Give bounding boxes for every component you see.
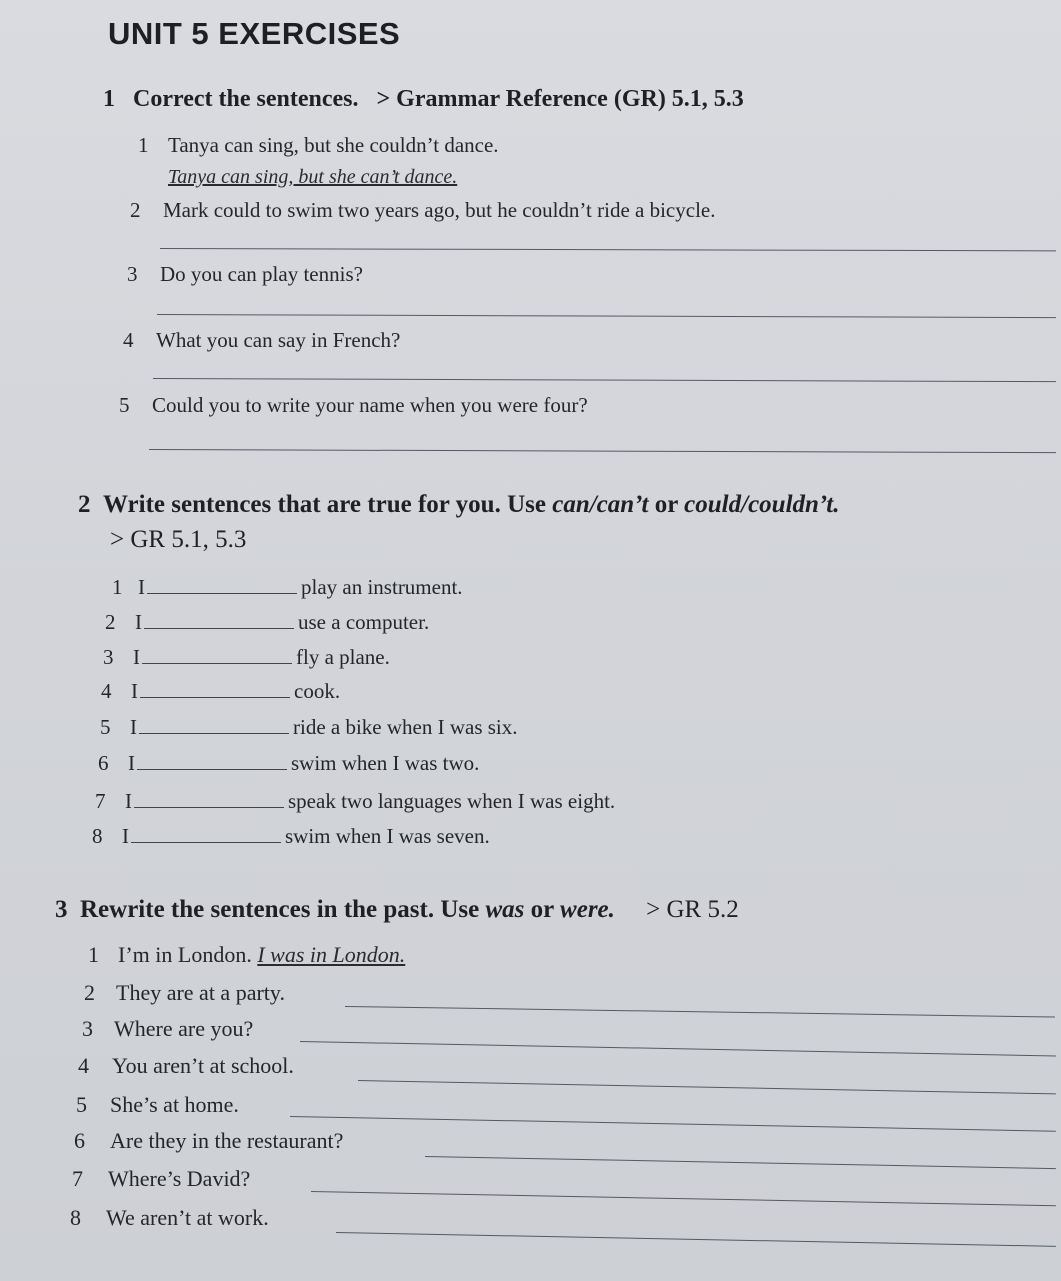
item-number: 4 <box>123 328 134 352</box>
item-number: 4 <box>101 679 112 703</box>
exercise-3-item-5 <box>76 1092 239 1118</box>
answer-line[interactable] <box>345 1006 1055 1018</box>
item-sentence: fly a plane. <box>296 645 390 669</box>
example-answer: Tanya can sing, but she can’t dance. <box>168 166 458 188</box>
item-number: 8 <box>92 824 103 848</box>
exercise-1-item-1 <box>138 133 499 158</box>
item-sentence: Where’s David? <box>108 1166 251 1191</box>
exercise-1-item-2 <box>130 198 715 223</box>
fill-blank[interactable] <box>139 733 289 734</box>
exercise-3-item-7 <box>72 1166 250 1192</box>
item-sentence: swim when I was two. <box>291 751 480 775</box>
exercise-instruction: Correct the sentences. <box>133 86 359 112</box>
grammar-keyword: were. <box>560 896 615 923</box>
item-number: 1 <box>138 133 149 157</box>
exercise-1-item-3 <box>127 262 363 287</box>
answer-line[interactable] <box>290 1116 1056 1132</box>
item-sentence: Could you to write your name when you were four? <box>152 393 588 417</box>
item-subject: I <box>133 645 140 669</box>
exercise-1-item-5 <box>119 393 588 418</box>
exercise-3-heading <box>55 896 739 924</box>
fill-blank[interactable] <box>142 663 292 664</box>
exercise-2-item-1 <box>112 575 463 600</box>
item-subject: I <box>138 575 145 599</box>
exercise-number: 1 <box>103 86 115 112</box>
item-number: 5 <box>100 715 111 739</box>
item-sentence: Do you can play tennis? <box>160 262 363 286</box>
item-number: 3 <box>127 262 138 286</box>
answer-line[interactable] <box>157 314 1056 318</box>
answer-line[interactable] <box>336 1232 1056 1247</box>
item-number: 6 <box>98 751 109 775</box>
item-subject: I <box>128 751 135 775</box>
example-answer: I was in London. <box>257 942 406 967</box>
exercise-1-item-4 <box>123 328 400 353</box>
item-subject: I <box>131 679 138 703</box>
exercise-3-item-6 <box>74 1128 343 1154</box>
exercise-2-item-8 <box>92 824 490 849</box>
grammar-reference: > Grammar Reference (GR) 5.1, 5.3 <box>376 86 744 112</box>
exercise-instruction-joiner: or <box>648 491 685 518</box>
item-sentence: use a computer. <box>298 610 430 634</box>
exercise-3-item-1 <box>88 942 405 968</box>
item-number: 5 <box>76 1092 87 1117</box>
item-sentence: Mark could to swim two years ago, but he couldn’t ride a bicycle. <box>163 198 716 222</box>
item-sentence: Tanya can sing, but she couldn’t dance. <box>168 133 499 157</box>
item-number: 2 <box>130 198 141 222</box>
item-number: 7 <box>95 789 106 813</box>
item-number: 1 <box>88 942 99 967</box>
item-number: 2 <box>84 980 95 1005</box>
item-sentence: swim when I was seven. <box>285 824 490 848</box>
item-number: 3 <box>103 645 114 669</box>
fill-blank[interactable] <box>137 769 287 770</box>
page-title: UNIT 5 EXERCISES <box>108 16 401 51</box>
item-subject: I <box>135 610 142 634</box>
answer-line[interactable] <box>358 1080 1056 1094</box>
item-number: 5 <box>119 393 130 417</box>
item-sentence: Are they in the restaurant? <box>110 1128 344 1153</box>
item-number: 8 <box>70 1205 81 1230</box>
exercise-number: 3 <box>55 896 68 923</box>
item-number: 4 <box>78 1053 89 1078</box>
grammar-reference <box>110 526 246 554</box>
exercise-3-item-4 <box>78 1053 294 1079</box>
exercise-instruction: Write sentences that are true for you. Use <box>103 491 553 518</box>
item-subject: I <box>130 715 137 739</box>
item-number: 7 <box>72 1166 83 1191</box>
answer-line[interactable] <box>160 248 1056 251</box>
item-sentence: She’s at home. <box>110 1092 239 1117</box>
fill-blank[interactable] <box>140 697 290 698</box>
fill-blank[interactable] <box>131 842 281 843</box>
item-number: 2 <box>105 610 116 634</box>
item-sentence: speak two languages when I was eight. <box>288 789 616 813</box>
item-sentence: You aren’t at school. <box>112 1053 294 1078</box>
grammar-keyword: can/can’t <box>552 491 649 518</box>
exercise-number: 2 <box>78 491 91 518</box>
answer-line[interactable] <box>425 1156 1056 1169</box>
exercise-2-item-2 <box>105 610 429 635</box>
exercise-2-item-5 <box>100 715 518 740</box>
exercise-3-item-8 <box>70 1205 269 1231</box>
item-sentence: ride a bike when I was six. <box>293 715 518 739</box>
exercise-2-item-6 <box>98 751 479 776</box>
item-number: 6 <box>74 1128 85 1153</box>
item-subject: I <box>125 789 132 813</box>
item-subject: I <box>122 824 129 848</box>
item-sentence: They are at a party. <box>116 980 285 1005</box>
grammar-reference: > GR 5.2 <box>646 896 739 923</box>
item-sentence: play an instrument. <box>301 575 463 599</box>
fill-blank[interactable] <box>144 628 294 629</box>
fill-blank[interactable] <box>147 593 297 594</box>
grammar-reference-text: > GR 5.1, 5.3 <box>110 526 247 553</box>
grammar-keyword: was <box>485 896 525 923</box>
item-sentence: cook. <box>294 679 341 703</box>
exercise-2-item-7 <box>95 789 615 814</box>
answer-line[interactable] <box>149 449 1056 453</box>
exercise-3-item-3 <box>82 1016 253 1042</box>
exercise-instruction-joiner: or <box>524 896 561 923</box>
item-sentence: I’m in London. <box>118 942 252 967</box>
exercise-2-item-3 <box>103 645 390 670</box>
answer-line[interactable] <box>311 1191 1056 1206</box>
item-sentence: We aren’t at work. <box>106 1205 269 1230</box>
exercise-2-item-4 <box>101 679 340 704</box>
item-sentence: What you can say in French? <box>156 328 401 352</box>
grammar-keyword: could/couldn’t. <box>684 491 840 518</box>
exercise-3-item-2 <box>84 980 285 1006</box>
item-sentence: Where are you? <box>114 1016 254 1041</box>
fill-blank[interactable] <box>134 807 284 808</box>
exercise-instruction: Rewrite the sentences in the past. Use <box>80 896 486 923</box>
answer-line[interactable] <box>300 1041 1056 1057</box>
exercise-2-heading <box>78 491 840 519</box>
answer-line[interactable] <box>153 378 1056 382</box>
exercise-1-heading <box>103 86 744 113</box>
item-number: 3 <box>82 1016 93 1041</box>
item-number: 1 <box>112 575 123 599</box>
